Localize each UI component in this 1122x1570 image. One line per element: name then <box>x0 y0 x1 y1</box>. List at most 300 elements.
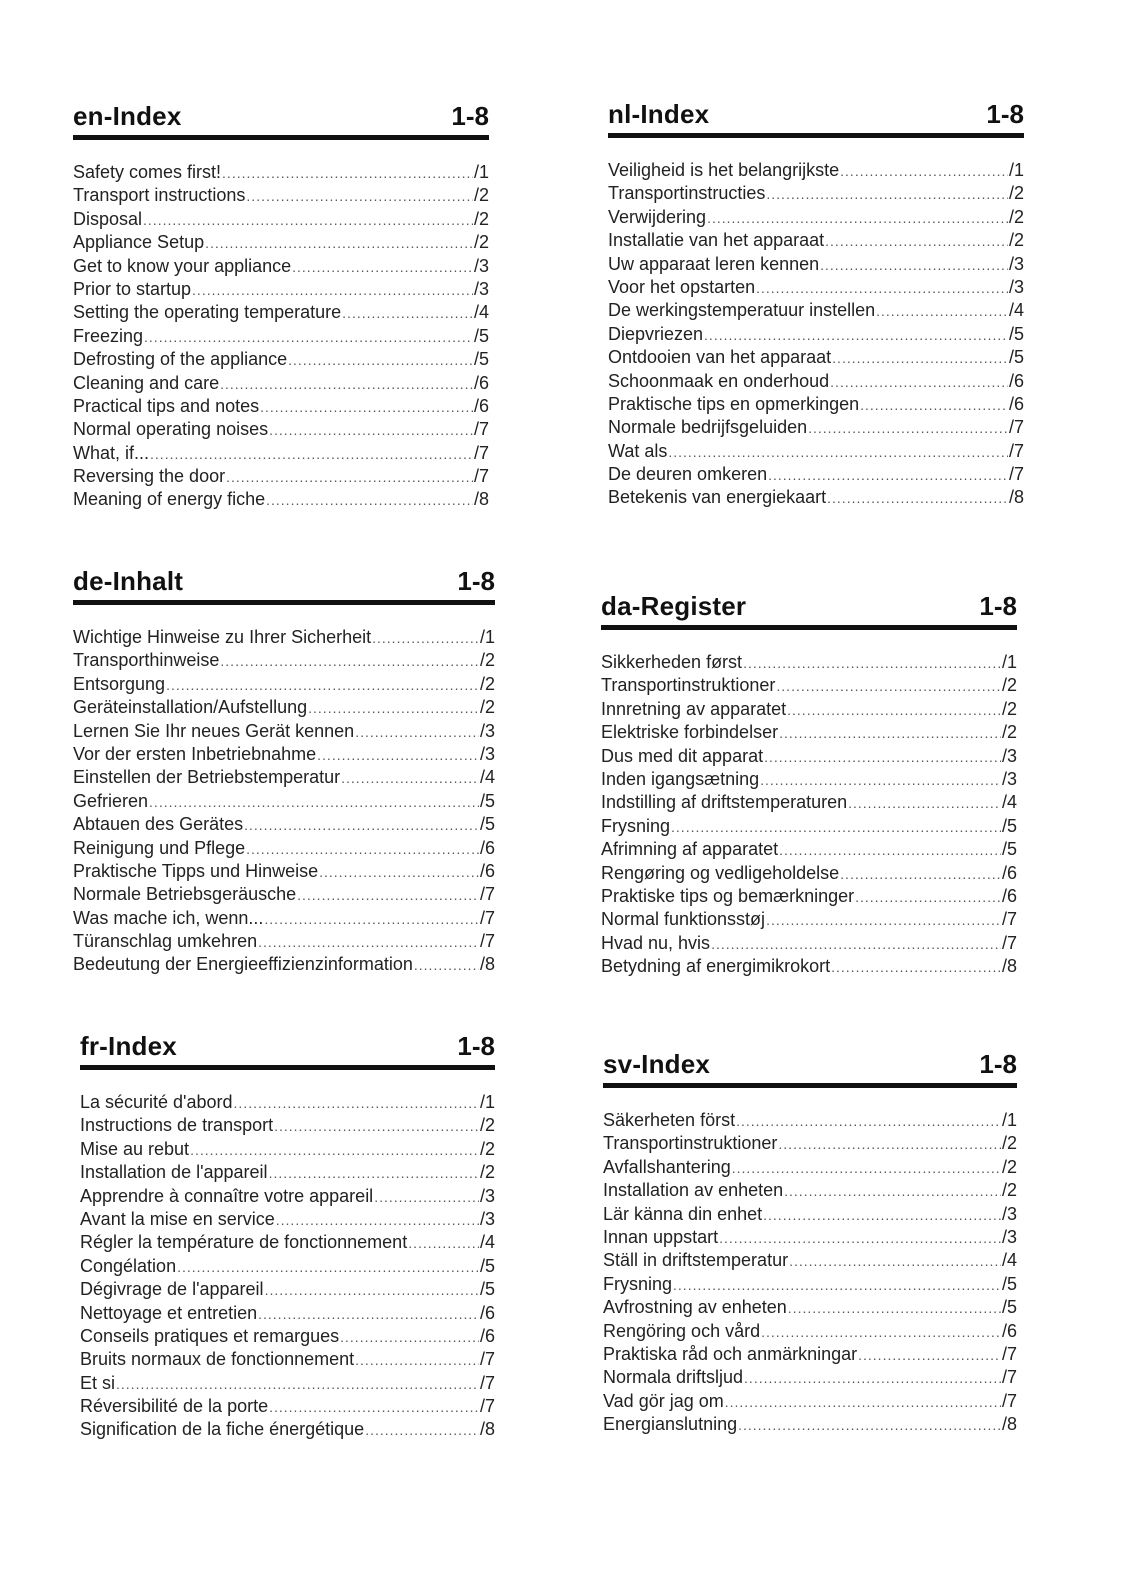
index-entry <box>73 326 489 349</box>
entry-title: Transport instructions <box>73 185 246 206</box>
entry-page-number: /5 <box>479 790 495 811</box>
entry-page-number: /2 <box>479 1115 495 1136</box>
index-entry <box>73 396 489 419</box>
entry-title: Avant la mise en service <box>80 1208 275 1229</box>
entry-page-number: /1 <box>1001 652 1017 672</box>
index-entry <box>608 183 1024 206</box>
entry-page-number: /3 <box>479 1185 495 1206</box>
de-inhalt-section <box>73 566 495 978</box>
entry-title: Get to know your appliance <box>73 255 292 276</box>
entry-title: Signification de la fiche énergétique <box>80 1419 365 1440</box>
index-entry <box>73 861 495 884</box>
entry-title: Safety comes first! <box>73 162 222 182</box>
dot-leader <box>725 1394 1001 1410</box>
entry-page-number: /2 <box>1001 675 1017 696</box>
entry-page-number: /3 <box>479 720 495 741</box>
entry-title: Betekenis van energiekaart <box>608 487 827 508</box>
index-entry <box>73 349 489 372</box>
index-entry <box>601 652 1017 675</box>
entry-page-number: /5 <box>1008 323 1024 344</box>
dot-leader <box>855 889 1001 905</box>
section-title: fr-Index <box>80 1031 177 1061</box>
entry-title: Praktiska råd och anmärkningar <box>603 1343 858 1364</box>
dot-leader <box>365 1422 479 1438</box>
index-entry <box>603 1367 1017 1390</box>
entry-title: Bruits normaux de fonctionnement <box>80 1349 355 1370</box>
entry-title: Normale bedrijfsgeluiden <box>608 417 808 438</box>
index-entry <box>73 954 495 977</box>
entry-title: Normala driftsljud <box>603 1367 744 1388</box>
dot-leader <box>732 1160 1001 1176</box>
section-page-range: 1-8 <box>457 1031 495 1061</box>
dot-leader <box>340 1329 479 1345</box>
entry-title: Prior to startup <box>73 278 192 299</box>
dot-leader <box>144 329 473 345</box>
entry-title: Verwijdering <box>608 206 707 227</box>
entry-title: De werkingstemperatuur instellen <box>608 300 876 321</box>
dot-leader <box>668 444 1008 460</box>
index-entry <box>73 232 489 255</box>
entry-title: Was mache ich, wenn... <box>73 907 264 928</box>
entry-title: Frysning <box>603 1273 673 1294</box>
index-entry <box>608 464 1024 487</box>
entry-page-number: /1 <box>473 162 489 182</box>
entry-page-number: /3 <box>473 278 489 299</box>
entry-title: Säkerheten först <box>603 1110 736 1130</box>
index-entry <box>608 300 1024 323</box>
dot-leader <box>766 186 1008 202</box>
index-entry <box>603 1133 1017 1156</box>
entry-title: Avfrostning av enheten <box>603 1297 787 1318</box>
entry-page-number: /4 <box>473 302 489 323</box>
entry-page-number: /6 <box>479 860 495 881</box>
entry-title: Dus med dit apparat <box>601 745 764 766</box>
sv-index-section <box>603 1049 1017 1437</box>
entry-page-number: /3 <box>1008 253 1024 274</box>
dot-leader <box>319 864 479 880</box>
entry-page-number: /2 <box>473 208 489 229</box>
entry-page-number: /2 <box>479 650 495 671</box>
entry-title: Cleaning and care <box>73 372 220 393</box>
entry-page-number: /8 <box>1008 487 1024 508</box>
dot-leader <box>707 210 1008 226</box>
index-entry <box>603 1321 1017 1344</box>
dot-leader <box>779 725 1001 741</box>
entry-title: Reversing the door <box>73 466 226 487</box>
index-entry <box>603 1180 1017 1203</box>
index-list <box>73 627 495 978</box>
entry-title: Dégivrage de l'appareil <box>80 1279 264 1300</box>
entry-title: Elektriske forbindelser <box>601 722 779 743</box>
entry-page-number: /2 <box>1001 1133 1017 1154</box>
entry-page-number: /6 <box>473 372 489 393</box>
dot-leader <box>761 1324 1001 1340</box>
section-page-range: 1-8 <box>979 1049 1017 1079</box>
index-entry <box>603 1204 1017 1227</box>
dot-leader <box>258 934 479 950</box>
dot-leader <box>760 772 1001 788</box>
entry-title: Wat als <box>608 440 668 461</box>
entry-page-number: /6 <box>1001 1320 1017 1341</box>
entry-page-number: /1 <box>479 1092 495 1112</box>
index-entry <box>608 207 1024 230</box>
index-entry <box>608 254 1024 277</box>
index-entry <box>603 1110 1017 1133</box>
entry-title: Congélation <box>80 1255 177 1276</box>
dot-leader <box>220 653 479 669</box>
entry-page-number: /8 <box>479 954 495 975</box>
index-entry <box>73 721 495 744</box>
index-entry <box>73 697 495 720</box>
entry-title: Frysning <box>601 815 671 836</box>
index-entry <box>73 419 489 442</box>
dot-leader <box>789 1253 1001 1269</box>
entry-title: Voor het opstarten <box>608 276 756 297</box>
entry-title: Normal funktionsstøj <box>601 909 766 930</box>
entry-title: Afrimning af apparatet <box>601 839 779 860</box>
entry-page-number: /7 <box>473 466 489 487</box>
index-entry <box>73 279 489 302</box>
index-entry <box>80 1162 495 1185</box>
section-page-range: 1-8 <box>979 591 1017 621</box>
dot-leader <box>827 490 1008 506</box>
entry-page-number: /5 <box>1001 1297 1017 1318</box>
dot-leader <box>297 887 479 903</box>
entry-title: Lär känna din enhet <box>603 1203 763 1224</box>
index-entry <box>73 908 495 931</box>
index-entry <box>608 230 1024 253</box>
section-title: en-Index <box>73 101 182 131</box>
index-entry <box>601 746 1017 769</box>
entry-title: Transportinstruktioner <box>603 1133 778 1154</box>
index-entry <box>601 722 1017 745</box>
index-list <box>603 1110 1017 1437</box>
index-entry <box>73 302 489 325</box>
dot-leader <box>778 1136 1001 1152</box>
index-entry <box>80 1186 495 1209</box>
index-entry <box>80 1373 495 1396</box>
index-entry <box>608 394 1024 417</box>
dot-leader <box>744 1370 1001 1386</box>
section-page-range: 1-8 <box>451 101 489 131</box>
dot-leader <box>166 677 479 693</box>
entry-page-number: /5 <box>479 1279 495 1300</box>
section-title: nl-Index <box>608 99 710 129</box>
entry-page-number: /7 <box>1008 440 1024 461</box>
index-entry <box>80 1139 495 1162</box>
entry-page-number: /6 <box>479 1325 495 1346</box>
section-header <box>80 1031 495 1070</box>
entry-page-number: /4 <box>1001 792 1017 813</box>
index-entry <box>80 1349 495 1372</box>
entry-title: Ställ in driftstemperatur <box>603 1250 789 1271</box>
entry-title: Praktiske tips og bemærkninger <box>601 885 855 906</box>
index-entry <box>73 256 489 279</box>
entry-page-number: /5 <box>473 325 489 346</box>
entry-page-number: /5 <box>1001 815 1017 836</box>
index-entry <box>80 1209 495 1232</box>
entry-title: Ontdooien van het apparaat <box>608 347 832 368</box>
entry-page-number: /2 <box>479 1138 495 1159</box>
entry-page-number: /4 <box>479 767 495 788</box>
entry-title: Veiligheid is het belangrijkste <box>608 160 840 180</box>
index-entry <box>603 1391 1017 1414</box>
entry-page-number: /8 <box>473 489 489 510</box>
dot-leader <box>840 163 1008 179</box>
index-entry <box>603 1344 1017 1367</box>
index-list <box>601 652 1017 979</box>
index-entry <box>73 162 489 185</box>
dot-leader <box>355 1352 479 1368</box>
dot-leader <box>876 303 1008 319</box>
entry-title: Meaning of energy fiche <box>73 489 266 510</box>
entry-title: Appliance Setup <box>73 232 205 253</box>
entry-page-number: /2 <box>1008 230 1024 251</box>
entry-page-number: /2 <box>1001 698 1017 719</box>
dot-leader <box>226 469 473 485</box>
dot-leader <box>736 1113 1001 1129</box>
entry-title: Nettoyage et entretien <box>80 1302 258 1323</box>
index-entry <box>73 744 495 767</box>
dot-leader <box>408 1235 479 1251</box>
index-entry <box>608 277 1024 300</box>
index-entry <box>73 489 489 512</box>
dot-leader <box>177 1259 479 1275</box>
entry-page-number: /5 <box>479 1255 495 1276</box>
entry-title: Abtauen des Gerätes <box>73 814 244 835</box>
entry-title: Uw apparaat leren kennen <box>608 253 820 274</box>
entry-title: Innretning av apparatet <box>601 698 787 719</box>
entry-page-number: /2 <box>479 673 495 694</box>
dot-leader <box>756 280 1008 296</box>
entry-page-number: /3 <box>1008 276 1024 297</box>
index-entry <box>80 1115 495 1138</box>
dot-leader <box>342 305 473 321</box>
dot-leader <box>220 376 473 392</box>
index-entry <box>601 863 1017 886</box>
dot-leader <box>258 1306 479 1322</box>
dot-leader <box>766 912 1001 928</box>
index-entry <box>80 1396 495 1419</box>
index-entry <box>601 792 1017 815</box>
entry-title: Defrosting of the appliance <box>73 349 288 370</box>
index-entry <box>80 1326 495 1349</box>
dot-leader <box>764 749 1001 765</box>
dot-leader <box>143 212 473 228</box>
dot-leader <box>787 702 1001 718</box>
dot-leader <box>149 794 479 810</box>
dot-leader <box>372 630 479 646</box>
dot-leader <box>190 1142 479 1158</box>
entry-title: Vad gör jag om <box>603 1390 724 1411</box>
entry-title: Conseils pratiques et remargues <box>80 1325 340 1346</box>
index-entry <box>73 185 489 208</box>
entry-page-number: /7 <box>1001 1343 1017 1364</box>
dot-leader <box>763 1207 1001 1223</box>
index-entry <box>601 816 1017 839</box>
entry-title: Sikkerheden først <box>601 652 743 672</box>
entry-page-number: /7 <box>479 931 495 952</box>
index-entry <box>80 1092 495 1115</box>
index-entry <box>601 769 1017 792</box>
da-register-section <box>601 591 1017 979</box>
dot-leader <box>205 235 473 251</box>
index-entry <box>601 675 1017 698</box>
entry-page-number: /7 <box>1001 1390 1017 1411</box>
entry-title: Instructions de transport <box>80 1115 274 1136</box>
dot-leader <box>292 259 473 275</box>
dot-leader <box>414 957 479 973</box>
dot-leader <box>265 1282 479 1298</box>
entry-page-number: /2 <box>479 697 495 718</box>
entry-page-number: /6 <box>1001 885 1017 906</box>
dot-leader <box>192 282 473 298</box>
entry-title: Türanschlag umkehren <box>73 931 258 952</box>
entry-title: Installation de l'appareil <box>80 1162 268 1183</box>
entry-page-number: /2 <box>1008 206 1024 227</box>
entry-title: Transportinstruktioner <box>601 675 776 696</box>
entry-title: Practical tips and notes <box>73 395 260 416</box>
entry-title: Geräteinstallation/Aufstellung <box>73 697 308 718</box>
dot-leader <box>784 1183 1001 1199</box>
dot-leader <box>317 747 479 763</box>
entry-page-number: /3 <box>1001 1203 1017 1224</box>
index-list <box>608 160 1024 511</box>
dot-leader <box>374 1189 479 1205</box>
entry-page-number: /3 <box>479 743 495 764</box>
index-entry <box>603 1157 1017 1180</box>
entry-title: Inden igangsætning <box>601 768 760 789</box>
dot-leader <box>150 446 473 462</box>
index-entry <box>608 441 1024 464</box>
entry-title: Apprendre à connaître votre appareil <box>80 1185 374 1206</box>
entry-page-number: /8 <box>479 1419 495 1440</box>
dot-leader <box>269 422 473 438</box>
entry-page-number: /6 <box>479 1302 495 1323</box>
entry-page-number: /4 <box>1001 1250 1017 1271</box>
dot-leader <box>768 467 1008 483</box>
dot-leader <box>830 374 1008 390</box>
entry-page-number: /5 <box>1008 347 1024 368</box>
entry-title: Installation av enheten <box>603 1180 784 1201</box>
dot-leader <box>266 492 473 508</box>
index-entry <box>80 1279 495 1302</box>
entry-title: Disposal <box>73 208 143 229</box>
index-entry <box>80 1256 495 1279</box>
index-entry <box>601 699 1017 722</box>
index-entry <box>603 1297 1017 1320</box>
entry-title: Schoonmaak en onderhoud <box>608 370 830 391</box>
entry-page-number: /2 <box>1008 183 1024 204</box>
en-index-section <box>73 101 489 513</box>
dot-leader <box>274 1118 479 1134</box>
entry-page-number: /7 <box>1001 1367 1017 1388</box>
section-title: da-Register <box>601 591 747 621</box>
entry-page-number: /7 <box>479 1372 495 1393</box>
dot-leader <box>719 1230 1001 1246</box>
index-entry <box>608 417 1024 440</box>
section-header <box>73 101 489 140</box>
entry-page-number: /3 <box>473 255 489 276</box>
index-entry <box>73 931 495 954</box>
dot-leader <box>288 352 473 368</box>
entry-page-number: /3 <box>1001 768 1017 789</box>
index-entry <box>73 674 495 697</box>
index-entry <box>601 933 1017 956</box>
index-entry <box>608 487 1024 510</box>
index-entry <box>601 909 1017 932</box>
entry-page-number: /7 <box>1008 417 1024 438</box>
dot-leader <box>840 866 1001 882</box>
entry-page-number: /7 <box>473 419 489 440</box>
entry-page-number: /2 <box>473 185 489 206</box>
index-entry <box>73 767 495 790</box>
entry-page-number: /2 <box>473 232 489 253</box>
index-entry <box>608 371 1024 394</box>
dot-leader <box>269 1399 479 1415</box>
entry-page-number: /6 <box>473 395 489 416</box>
entry-page-number: /8 <box>1001 1414 1017 1435</box>
dot-leader <box>858 1347 1001 1363</box>
entry-title: Reinigung und Pflege <box>73 837 246 858</box>
entry-page-number: /2 <box>479 1162 495 1183</box>
dot-leader <box>355 724 479 740</box>
entry-page-number: /2 <box>1001 1180 1017 1201</box>
entry-page-number: /7 <box>479 884 495 905</box>
fr-index-section <box>80 1031 495 1443</box>
index-entry <box>73 466 489 489</box>
index-entry <box>73 209 489 232</box>
dot-leader <box>246 841 479 857</box>
dot-leader <box>276 1212 479 1228</box>
dot-leader <box>820 257 1008 273</box>
section-header <box>608 99 1024 138</box>
index-list <box>73 162 489 513</box>
entry-title: Transportinstructies <box>608 183 766 204</box>
entry-title: Praktische tips en opmerkingen <box>608 393 860 414</box>
dot-leader <box>222 165 473 181</box>
entry-page-number: /2 <box>1001 1156 1017 1177</box>
entry-page-number: /1 <box>479 627 495 647</box>
index-list <box>80 1092 495 1443</box>
dot-leader <box>341 770 479 786</box>
index-entry <box>73 627 495 650</box>
entry-title: Normal operating noises <box>73 419 269 440</box>
entry-title: Indstilling af driftstemperaturen <box>601 792 848 813</box>
index-entry <box>73 650 495 673</box>
index-entry <box>608 347 1024 370</box>
entry-title: Réversibilité de la porte <box>80 1396 269 1417</box>
entry-page-number: /7 <box>1001 932 1017 953</box>
section-page-range: 1-8 <box>986 99 1024 129</box>
entry-title: What, if... <box>73 442 150 463</box>
index-entry <box>73 373 489 396</box>
dot-leader <box>234 1095 479 1111</box>
entry-page-number: /1 <box>1008 160 1024 180</box>
entry-page-number: /6 <box>479 837 495 858</box>
dot-leader <box>848 795 1001 811</box>
entry-title: Hvad nu, hvis <box>601 932 711 953</box>
dot-leader <box>673 1277 1001 1293</box>
dot-leader <box>704 327 1008 343</box>
entry-page-number: /6 <box>1008 393 1024 414</box>
entry-title: Setting the operating temperature <box>73 302 342 323</box>
dot-leader <box>825 233 1008 249</box>
entry-title: Diepvriezen <box>608 323 704 344</box>
entry-page-number: /3 <box>1001 745 1017 766</box>
entry-page-number: /7 <box>479 1349 495 1370</box>
dot-leader <box>260 399 473 415</box>
